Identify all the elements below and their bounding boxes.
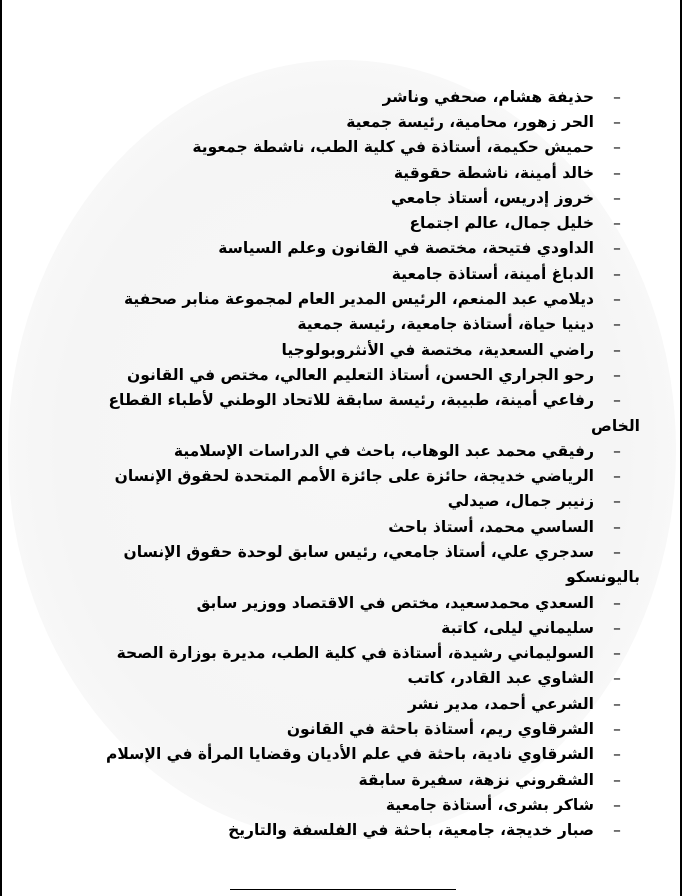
bullet-dash: –: [613, 264, 621, 283]
list-item: [40, 767, 640, 792]
list-item-text: شاكر بشرى، أستاذة جامعية: [385, 795, 594, 814]
list-item: [40, 691, 640, 716]
bullet-dash: –: [613, 239, 621, 258]
list-item: [40, 236, 640, 261]
bullet-dash: –: [613, 720, 621, 739]
list-item-text: الساسي محمد، أستاذ باحث: [388, 517, 594, 536]
list-item-text: حميش حكيمة، أستاذة في كلية الطب، ناشطة جمعوية: [192, 138, 594, 157]
bullet-dash: –: [613, 492, 621, 511]
list-item: [40, 539, 640, 564]
list-item: [40, 514, 640, 539]
list-item-text: حذيفة هشام، صحفي وناشر: [382, 87, 594, 106]
bullet-dash: –: [613, 618, 621, 637]
list-item: [40, 362, 640, 387]
list-item-text: السعدي محمدسعيد، مختص في الاقتصاد ووزير سابق: [196, 593, 594, 612]
bullet-dash: –: [613, 770, 621, 789]
bullet-dash: –: [613, 188, 621, 207]
bullet-dash: –: [613, 542, 621, 561]
list-item: [40, 742, 640, 767]
list-item: [40, 716, 640, 741]
list-item: [40, 109, 640, 134]
list-item-text: الشرعي أحمد، مدير نشر: [408, 694, 594, 713]
list-item: [40, 135, 640, 160]
bullet-dash: –: [613, 391, 621, 410]
names-list: [40, 84, 640, 843]
list-item-text: خالد أمينة، ناشطة حقوقية: [393, 163, 594, 182]
list-item-text: صبار خديجة، جامعية، باحثة في الفلسفة والتاريخ: [228, 821, 594, 840]
list-item-text: رفاعي أمينة، طبيبة، رئيسة سابقة للاتحاد الوطني لأطباء القطاع: [108, 391, 594, 410]
list-item-text: سدجري علي، أستاذ جامعي، رئيس سابق لوحدة حقوق الإنسان: [123, 542, 594, 561]
list-item-text: رفيقي محمد عبد الوهاب، باحث في الدراسات الإسلامية: [173, 441, 594, 460]
list-item-text: خليل جمال، عالم اجتماع: [409, 214, 594, 233]
bullet-dash: –: [613, 87, 621, 106]
list-item: [40, 463, 640, 488]
list-item-text: الداودي فتيحة، مختصة في القانون وعلم السياسة: [218, 239, 594, 258]
list-item-text: رحو الجراري الحسن، أستاذ التعليم العالي، مختص في القانون: [127, 365, 594, 384]
list-item: [40, 615, 640, 640]
list-item: [40, 210, 640, 235]
bullet-dash: –: [613, 694, 621, 713]
list-item: [40, 160, 640, 185]
continuation-text: باليونسكو: [566, 568, 640, 587]
list-item-text: دينيا حياة، أستاذة جامعية، رئيسة جمعية: [297, 315, 594, 334]
bullet-dash: –: [613, 593, 621, 612]
list-item: [40, 388, 640, 413]
bullet-dash: –: [613, 112, 621, 131]
list-item-text: الدباغ أمينة، أستاذة جامعية: [391, 264, 594, 283]
list-item-text: راضي السعدية، مختصة في الأنثروبولوجيا: [281, 340, 594, 359]
list-item: [40, 666, 640, 691]
footer-divider: [230, 889, 456, 890]
bullet-dash: –: [613, 517, 621, 536]
continuation-text: الخاص: [591, 416, 640, 435]
bullet-dash: –: [613, 441, 621, 460]
list-item: [40, 337, 640, 362]
list-item-text: سليماني ليلى، كاتبة: [441, 618, 594, 637]
list-item-continuation: [40, 413, 640, 438]
bullet-dash: –: [613, 644, 621, 663]
list-item-text: الرياضي خديجة، حائزة على جائزة الأمم المتحدة لحقوق الإنسان: [114, 467, 594, 486]
list-item: [40, 312, 640, 337]
list-item-text: الشرقاوي ريم، أستاذة باحثة في القانون: [286, 720, 594, 739]
list-item-text: الشقروني نزهة، سفيرة سابقة: [358, 770, 594, 789]
list-item-text: ديلامي عبد المنعم، الرئيس المدير العام لمجموعة منابر صحفية: [123, 290, 594, 309]
list-item: [40, 818, 640, 843]
list-item-text: الشرقاوي نادية، باحثة في علم الأديان وقضايا المرأة في الإسلام: [106, 745, 594, 764]
list-item-text: خروز إدريس، أستاذ جامعي: [390, 188, 594, 207]
list-item: [40, 185, 640, 210]
list-item: [40, 641, 640, 666]
bullet-dash: –: [613, 795, 621, 814]
list-item-text: السوليماني رشيدة، أستاذة في كلية الطب، مديرة بوزارة الصحة: [116, 644, 594, 663]
list-item: [40, 286, 640, 311]
bullet-dash: –: [613, 214, 621, 233]
bullet-dash: –: [613, 163, 621, 182]
bullet-dash: –: [613, 821, 621, 840]
list-item-text: الحر زهور، محامية، رئيسة جمعية: [346, 112, 594, 131]
list-item: [40, 792, 640, 817]
bullet-dash: –: [613, 745, 621, 764]
list-item-continuation: [40, 565, 640, 590]
bullet-dash: –: [613, 340, 621, 359]
list-item: [40, 489, 640, 514]
list-item: [40, 84, 640, 109]
bullet-dash: –: [613, 467, 621, 486]
list-item-text: الشاوي عبد القادر، كاتب: [407, 669, 594, 688]
list-item: [40, 438, 640, 463]
bullet-dash: –: [613, 315, 621, 334]
bullet-dash: –: [613, 669, 621, 688]
bullet-dash: –: [613, 365, 621, 384]
list-item: [40, 590, 640, 615]
bullet-dash: –: [613, 138, 621, 157]
list-item-text: زنيبر جمال، صيدلي: [447, 492, 594, 511]
bullet-dash: –: [613, 290, 621, 309]
list-item: [40, 261, 640, 286]
